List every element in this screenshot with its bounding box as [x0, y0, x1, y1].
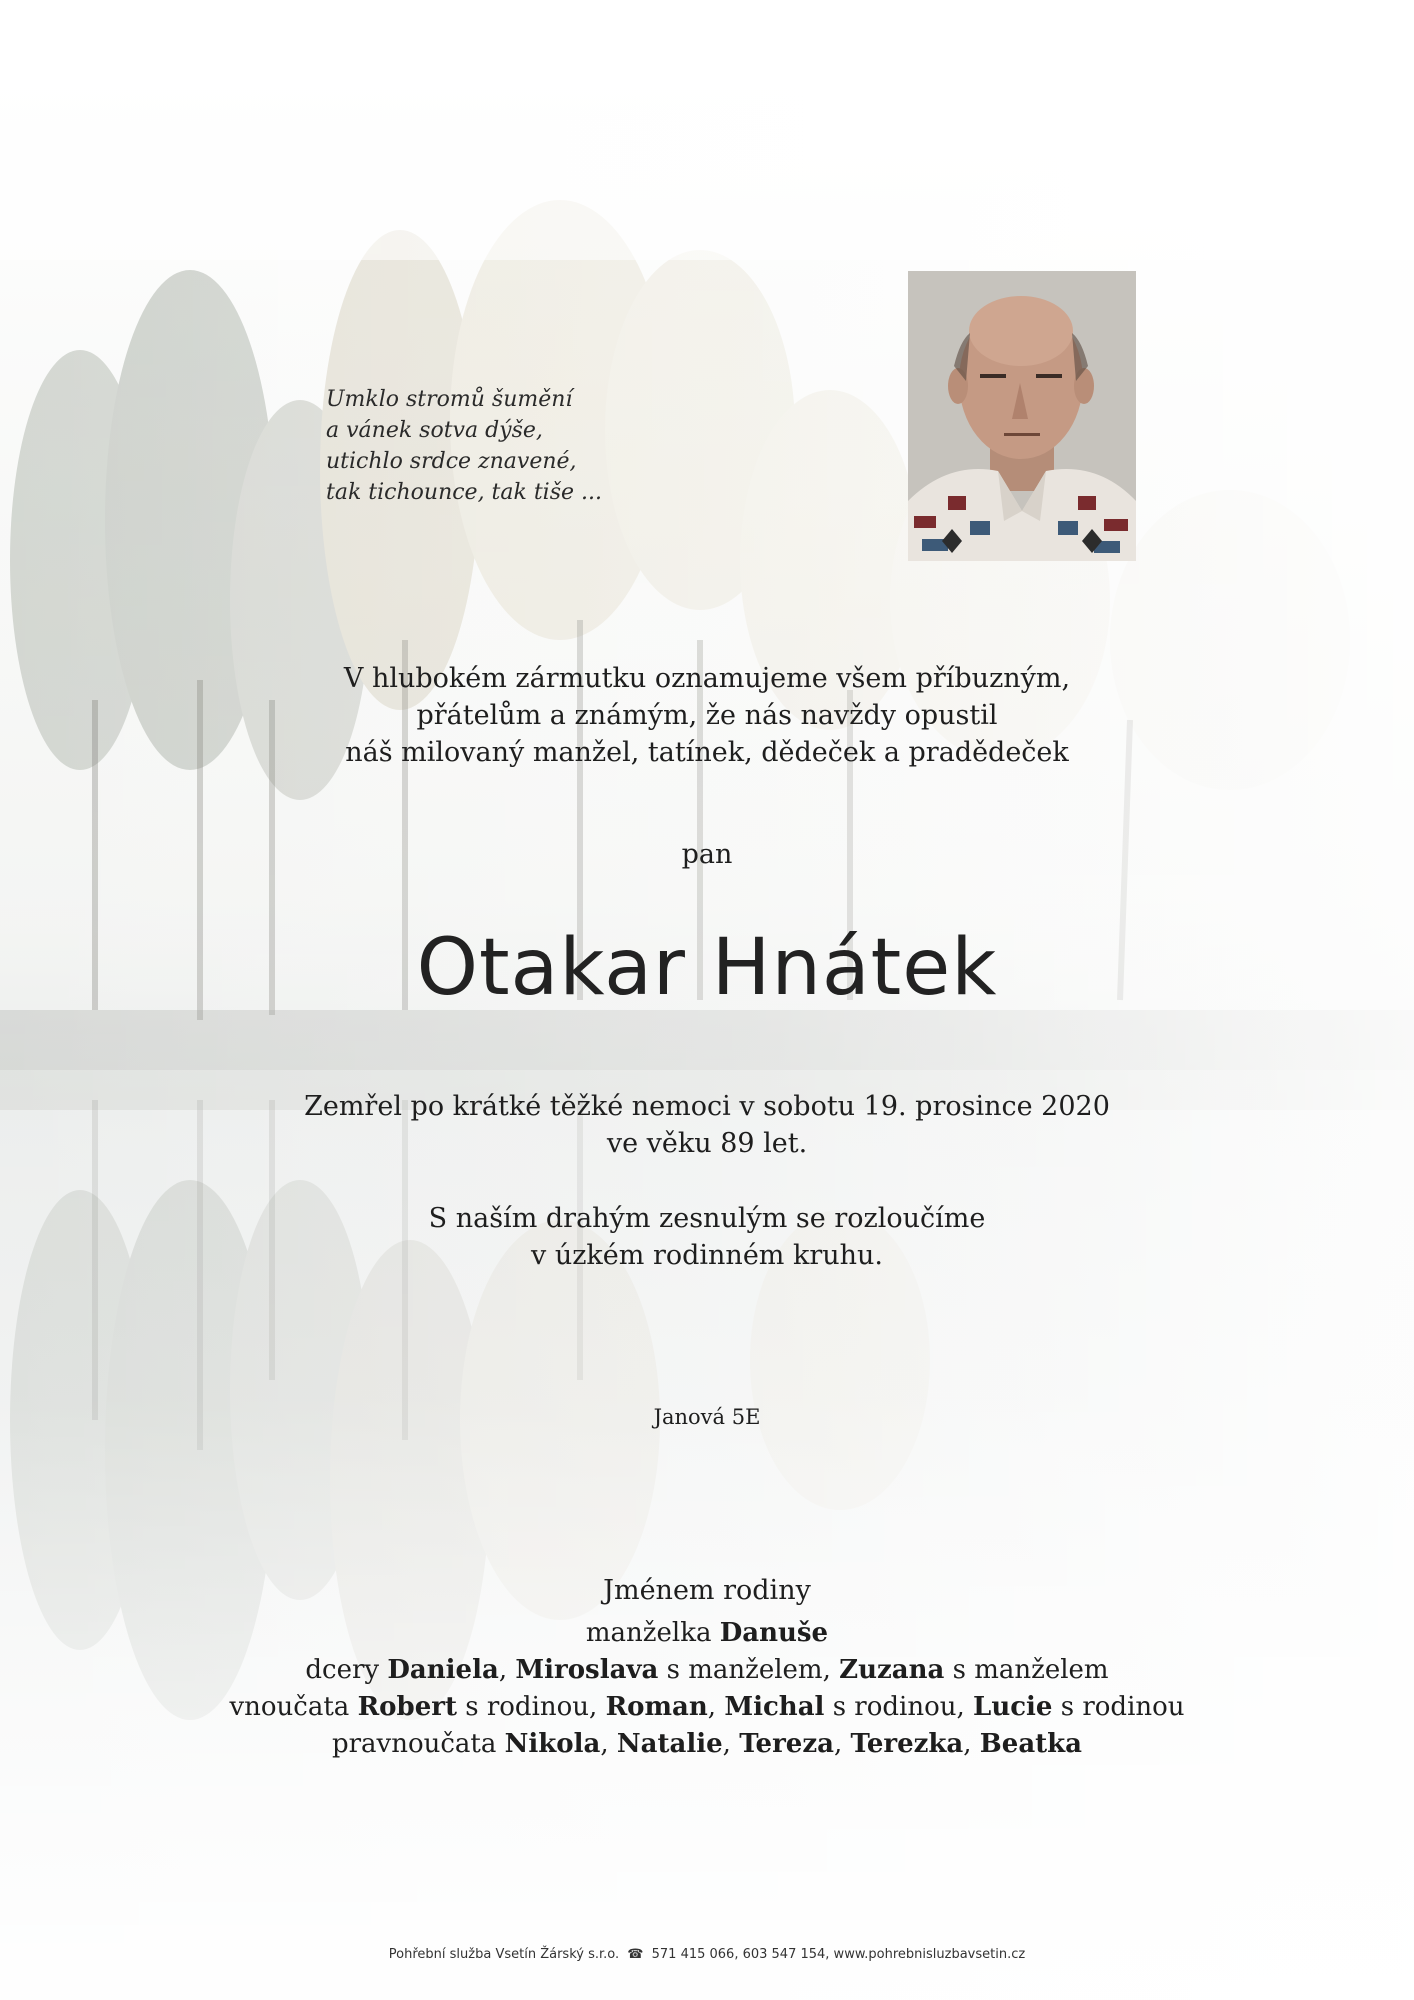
poem-line: a vánek sotva dýše, [326, 418, 543, 443]
address: Janová 5E [653, 1405, 761, 1429]
family-line [0, 1726, 1414, 1763]
death-info-line: ve věku 89 let. [606, 1128, 808, 1159]
family-heading: Jménem rodiny [603, 1575, 811, 1606]
portrait-photo [908, 271, 1136, 561]
family-member-name: Daniela [387, 1655, 499, 1685]
family-member-name: Danuše [719, 1618, 829, 1648]
poem [326, 384, 686, 508]
poem-line: tak tichounce, tak tiše ... [326, 480, 602, 505]
family-relation-text: vnoučata [229, 1692, 358, 1722]
footer [0, 1945, 1414, 1965]
family-relation-text: , [833, 1729, 851, 1759]
family-member-name: Beatka [979, 1729, 1083, 1759]
announcement-line: přátelům a známým, že nás navždy opustil [416, 700, 998, 731]
farewell [0, 1200, 1414, 1274]
family-member-name: Terezka [850, 1729, 964, 1759]
poem-line: Umklo stromů šumění [326, 387, 573, 412]
family-line [0, 1689, 1414, 1726]
family-line [0, 1652, 1414, 1689]
family-relation-text: , [707, 1692, 725, 1722]
family-relation-text: , [600, 1729, 617, 1759]
family-member-name: Robert [357, 1692, 457, 1722]
family-relation-text: s rodinou, [824, 1692, 974, 1722]
family-relation-text: , [963, 1729, 980, 1759]
family-relation-text: dcery [305, 1655, 388, 1685]
family-member-name: Natalie [616, 1729, 723, 1759]
family-relation-text: , [722, 1729, 740, 1759]
family-member-name: Roman [605, 1692, 708, 1722]
death-info [0, 1088, 1414, 1162]
family-line [0, 1615, 1414, 1652]
family-member-name: Nikola [504, 1729, 601, 1759]
announcement-line: náš milovaný manžel, tatínek, dědeček a pradědeček [345, 737, 1069, 768]
poem-line: utichlo srdce znavené, [326, 449, 577, 474]
farewell-line: S naším drahým zesnulým se rozloučíme [428, 1203, 986, 1234]
family-relation-text: manželka [585, 1618, 720, 1648]
family-member-name: Miroslava [515, 1655, 659, 1685]
family-member-name: Tereza [739, 1729, 834, 1759]
salutation: pan [681, 839, 733, 870]
family-relation-text: s rodinou, [456, 1692, 606, 1722]
footer-contact: 571 415 066, 603 547 154, www.pohrebnisluzbavsetin.cz [651, 1947, 1026, 1962]
deceased-name: Otakar Hnátek [416, 923, 998, 1013]
family-member-name: Michal [724, 1692, 825, 1722]
family-relation-text: s manželem [944, 1655, 1109, 1685]
announcement [0, 660, 1414, 771]
family-relation-text: , [498, 1655, 516, 1685]
family-member-name: Zuzana [839, 1655, 945, 1685]
family-member-name: Lucie [973, 1692, 1053, 1722]
death-info-line: Zemřel po krátké těžké nemoci v sobotu 19. prosince 2020 [304, 1091, 1110, 1122]
family-relation-text: s rodinou [1052, 1692, 1185, 1722]
family-relation-text: pravnoučata [331, 1729, 505, 1759]
family-list [0, 1615, 1414, 1763]
farewell-line: v úzkém rodinném kruhu. [530, 1240, 883, 1271]
footer-company: Pohřební služba Vsetín Žárský s.r.o. [388, 1947, 620, 1962]
announcement-line: V hlubokém zármutku oznamujeme všem příbuzným, [343, 663, 1071, 694]
phone-icon: ☎ [627, 1947, 644, 1962]
family-relation-text: s manželem, [658, 1655, 840, 1685]
